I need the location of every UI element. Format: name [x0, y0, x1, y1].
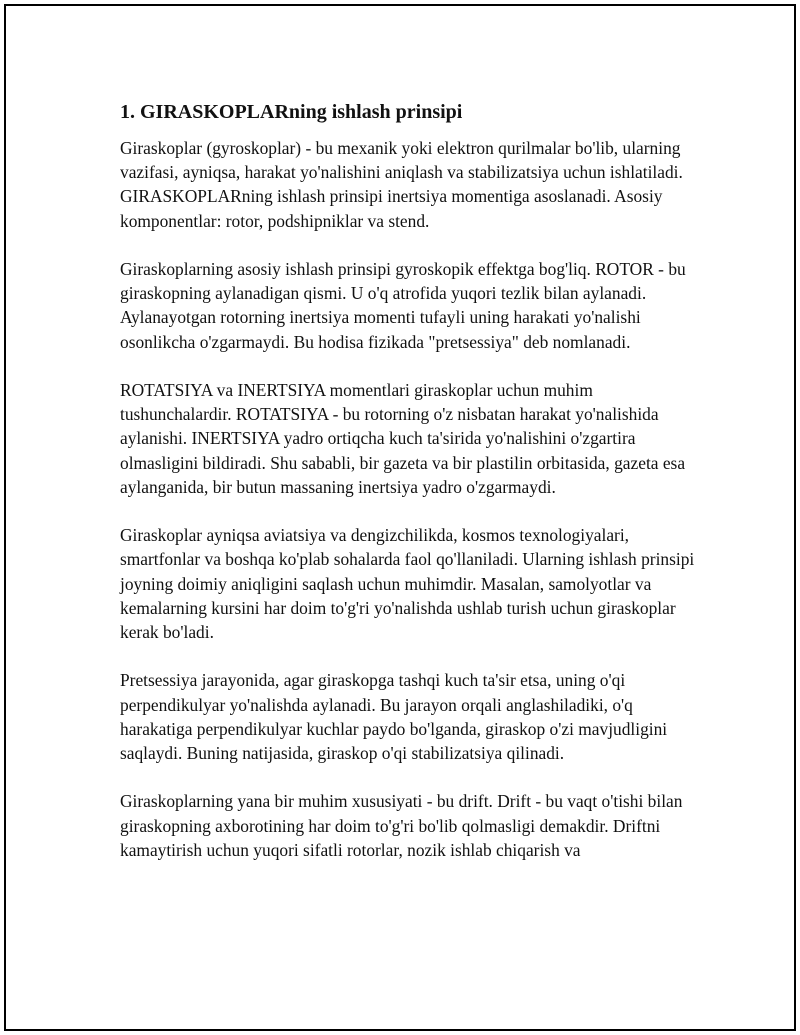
- page-frame: [4, 4, 796, 1031]
- paragraph-2: Giraskoplarning asosiy ishlash prinsipi gyroskopik effektga bog'liq. ROTOR - bu giraskopning aylanadigan qismi. U o'q atrofida yuqori tezlik bilan aylanadi. Aylanayotgan rotorning inertsiya momenti tufayli uning harakati yo'nalishi osonlikcha o'zgarmaydi. Bu hodisa fizikada "pretsessiya" deb nomlanadi.: [120, 259, 686, 352]
- paragraph-4: Giraskoplar ayniqsa aviatsiya va dengizchilikda, kosmos texnologiyalari, smartfonlar va boshqa ko'plab sohalarda faol qo'llaniladi. Ularning ishlash prinsipi joyning doimiy aniqligini saqlash uchun muhimdir. Masalan, samolyotlar va kemalarning kursini har doim to'g'ri yo'nalishda ushlab turish uchun giraskoplar kerak bo'ladi.: [120, 525, 695, 643]
- document-title: 1. GIRASKOPLARning ishlash prinsipi: [120, 101, 463, 123]
- paragraph-6: Giraskoplarning yana bir muhim xususiyati - bu drift. Drift - bu vaqt o'tishi bilan giraskopning axborotining har doim to'g'ri bo'lib qolmasligi demakdir. Driftni kamaytirish uchun yuqori sifatli rotorlar, nozik ishlab chiqarish va: [120, 791, 683, 860]
- paragraph-1: Giraskoplar (gyroskoplar) - bu mexanik yoki elektron qurilmalar bo'lib, ularning vazifasi, ayniqsa, harakat yo'nalishini aniqlash va stabilizatsiya uchun ishlatiladi. GIRASKOPLARning ishlash prinsipi inertsiya momentiga asoslanadi. Asosiy komponentlar: rotor, podshipniklar va stend.: [120, 138, 683, 231]
- paragraph-3: ROTATSIYA va INERTSIYA momentlari giraskoplar uchun muhim tushunchalardir. ROTATSIYA - bu rotorning o'z nisbatan harakat yo'nalishida aylanishi. INERTSIYA yadro ortiqcha kuch ta'sirida yo'nalishini o'zgartira olmasligini bildiradi. Shu sababli, bir gazeta va bir plastilin orbitasida, gazeta esa aylanganida, bir butun massaning inertsiya yadro o'zgarmaydi.: [120, 380, 686, 497]
- document-body: [120, 99, 700, 886]
- paragraph-5: Pretsessiya jarayonida, agar giraskopga tashqi kuch ta'sir etsa, uning o'qi perpendikulyar yo'nalishda aylanadi. Bu jarayon orqali anglashiladiki, o'q harakatiga perpendikulyar kuchlar paydo bo'lganda, giraskop o'zi mavjudligini saqlaydi. Buning natijasida, giraskop o'qi stabilizatsiya qilinadi.: [120, 670, 668, 764]
